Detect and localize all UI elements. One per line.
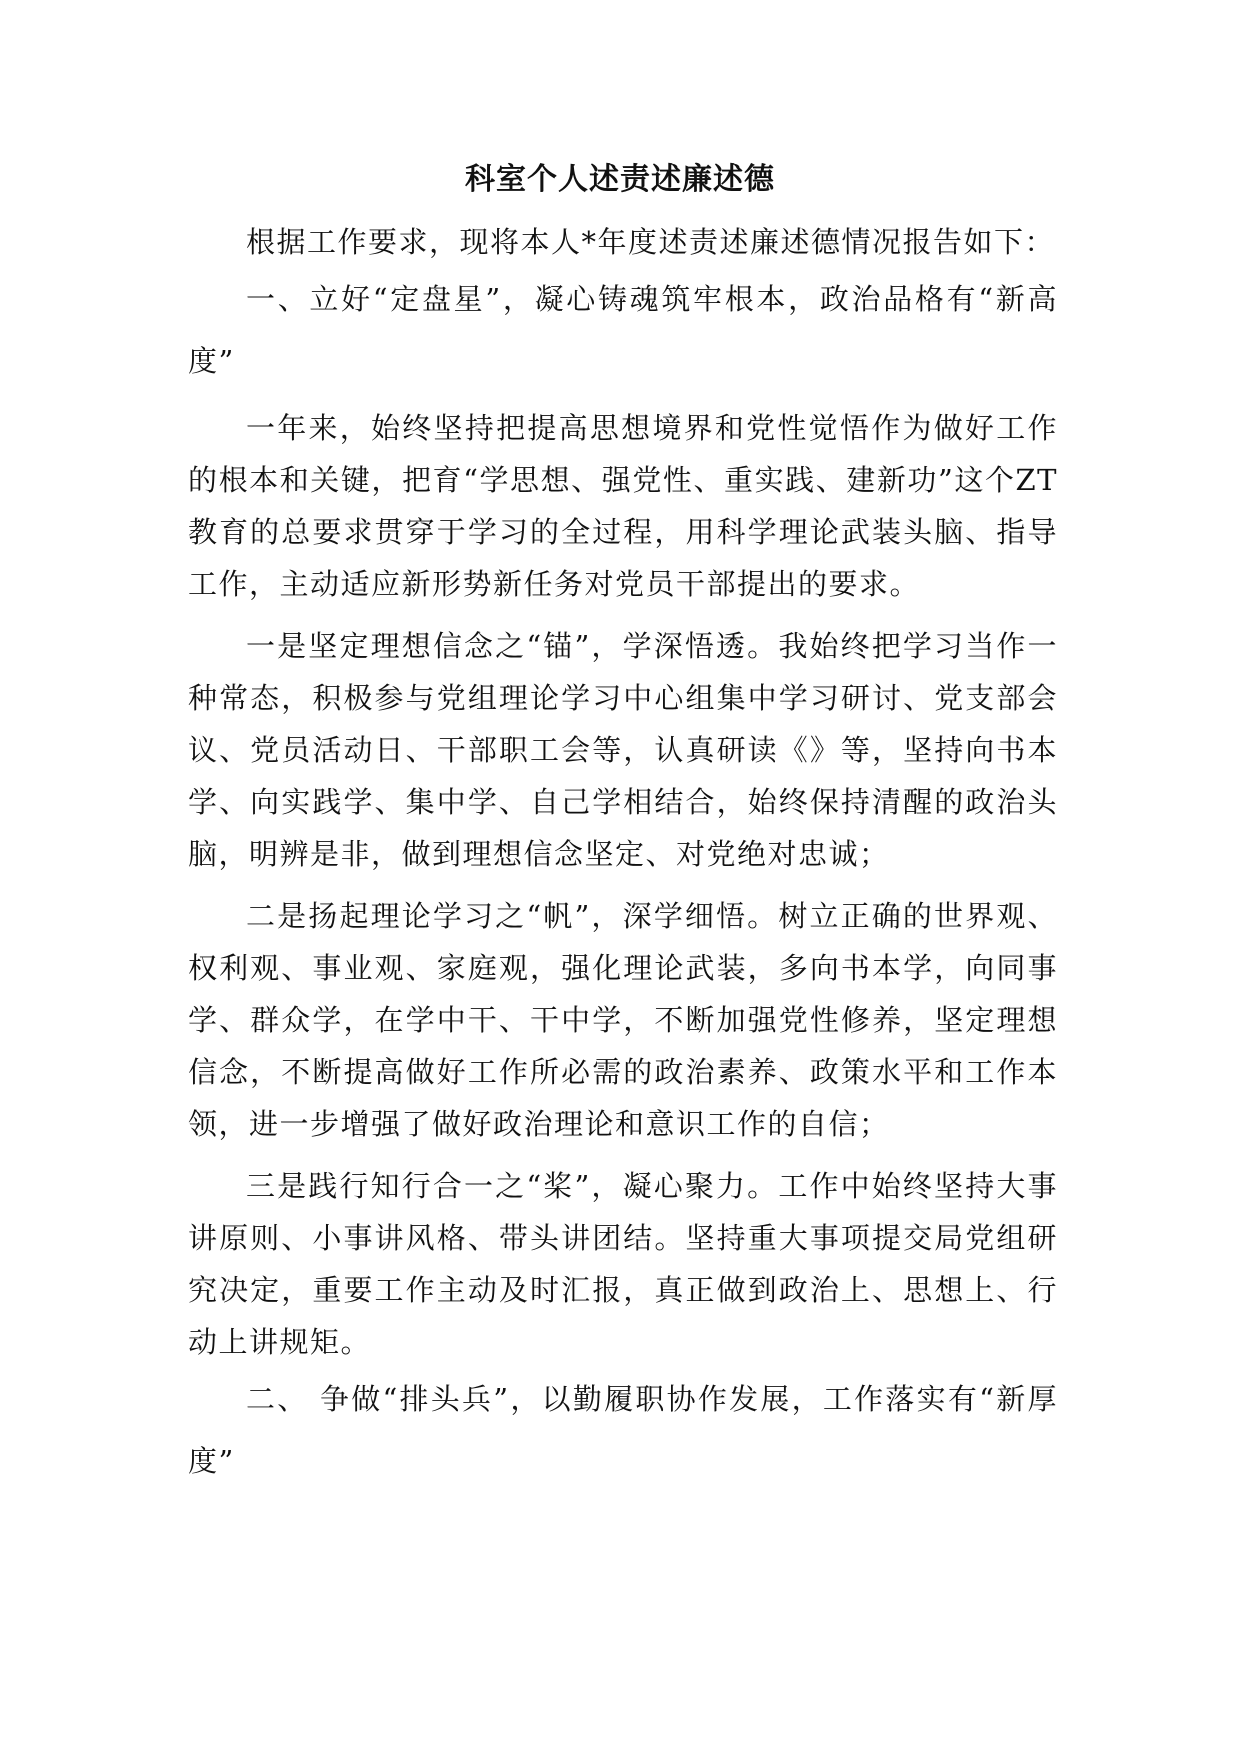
document-title: 科室个人述责述廉述德 bbox=[465, 162, 775, 197]
body-paragraph: 一是坚定理想信念之“锚”，学深悟透。我始终把学习当作一种常态，积极参与党组理论学习中心组集中学习研讨、党支部会议、党员活动日、干部职工会等，认真研读《》等，坚持向书本学、向实践学、集中学、自己学相结合，始终保持清醒的政治头脑，明辨是非，做到理想信念坚定、对党绝对忠诚； bbox=[188, 629, 1058, 871]
section-heading-1: 一、立好“定盘星”，凝心铸魂筑牢根本，政治品格有“新高度” bbox=[188, 282, 1058, 378]
body-paragraph: 二是扬起理论学习之“帆”，深学细悟。树立正确的世界观、权利观、事业观、家庭观，强化理论武装，多向书本学，向同事学、群众学，在学中干、干中学，不断加强党性修养，坚定理想信念，不断提高做好工作所必需的政治素养、政策水平和工作本领，进一步增强了做好政治理论和意识工作的自信； bbox=[188, 899, 1058, 1141]
document-body bbox=[188, 216, 1058, 1492]
body-paragraph: 一年来，始终坚持把提高思想境界和党性觉悟作为做好工作的根本和关键，把育“学思想、强党性、重实践、建新功”这个ZT教育的总要求贯穿于学习的全过程，用科学理论武装头脑、指导工作，主动适应新形势新任务对党员干部提出的要求。 bbox=[188, 411, 1058, 601]
body-paragraph: 三是践行知行合一之“桨”，凝心聚力。工作中始终坚持大事讲原则、小事讲风格、带头讲团结。坚持重大事项提交局党组研究决定，重要工作主动及时汇报，真正做到政治上、思想上、行动上讲规矩。 bbox=[188, 1169, 1058, 1359]
intro-paragraph: 根据工作要求，现将本人*年度述责述廉述德情况报告如下： bbox=[246, 225, 1056, 259]
section-heading-2: 二、 争做“排头兵”，以勤履职协作发展，工作落实有“新厚度” bbox=[188, 1382, 1058, 1478]
